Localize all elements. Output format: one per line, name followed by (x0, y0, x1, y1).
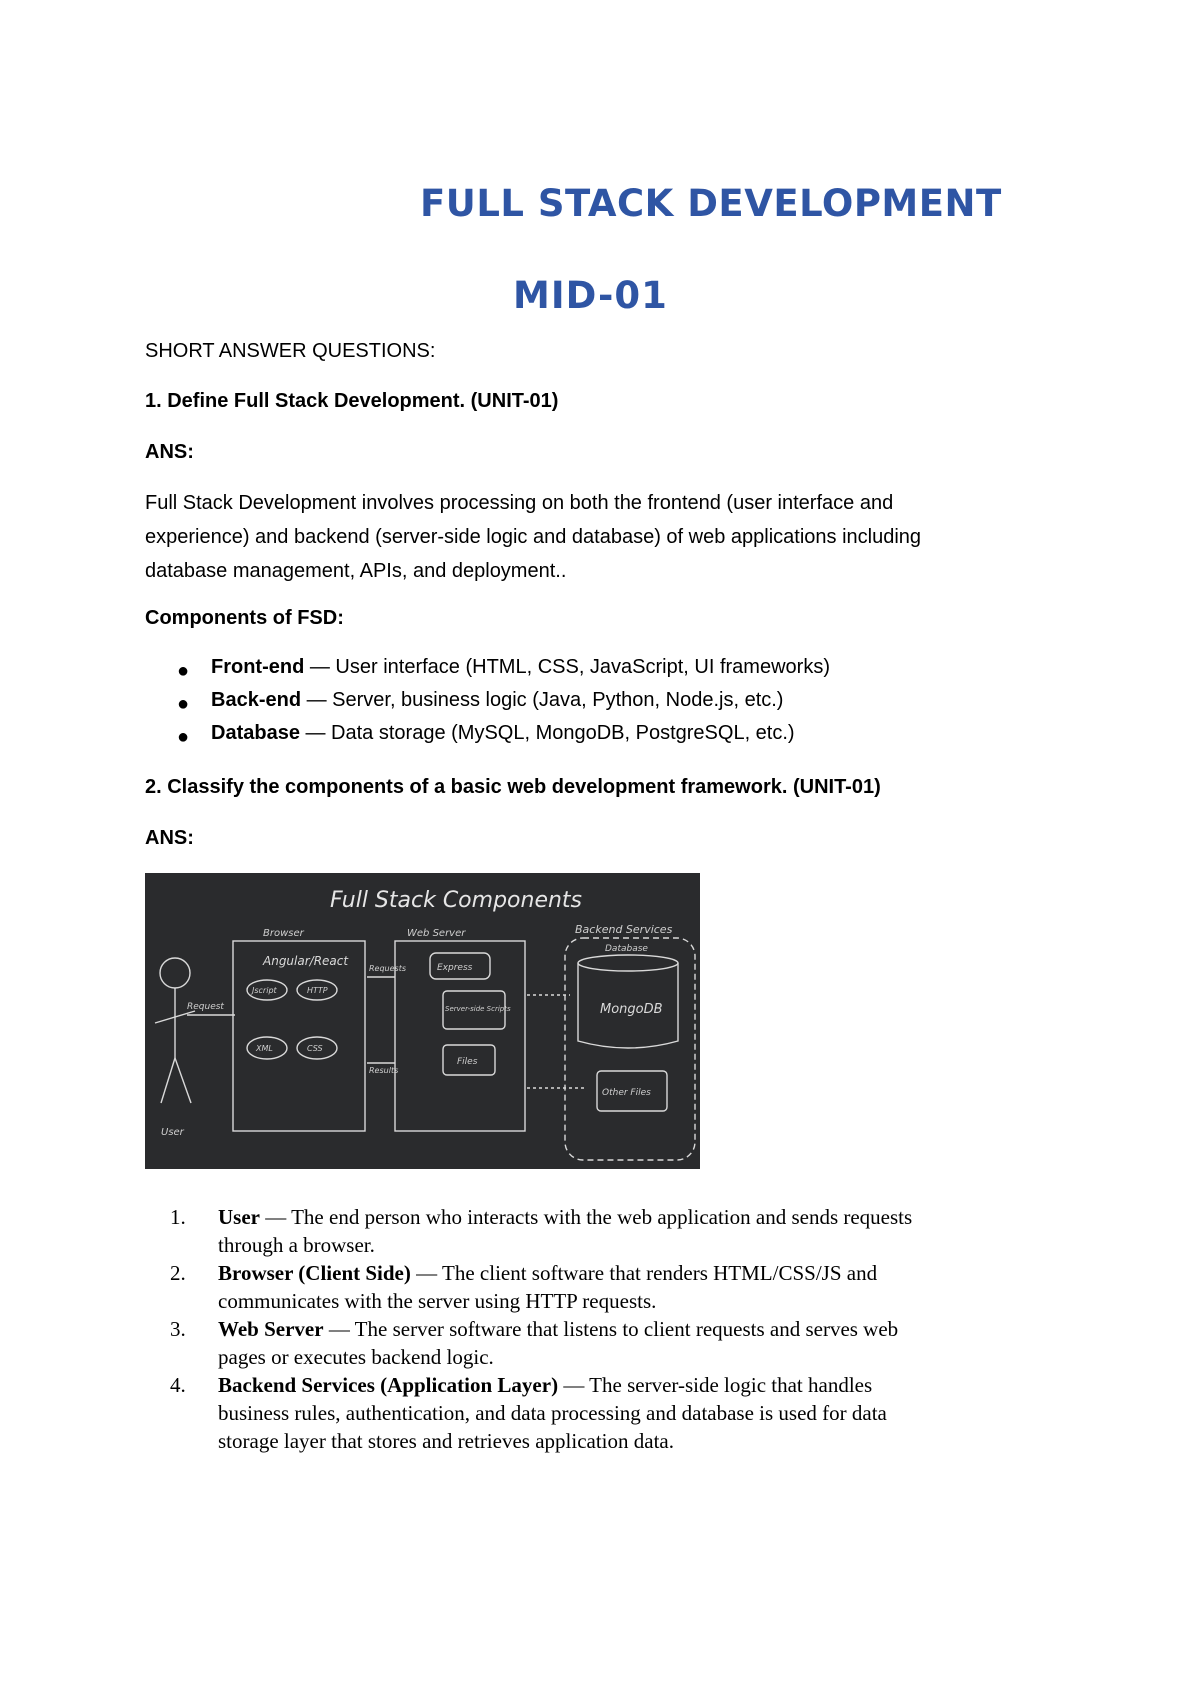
list-item (170, 1315, 1030, 1371)
other-files: Other Files (602, 1088, 651, 1098)
db-name: MongoDB (600, 1002, 663, 1017)
diagram-title: Full Stack Components (330, 888, 583, 913)
browser-item: XML (256, 1044, 273, 1053)
answer-label-2: ANS: (145, 827, 194, 849)
components-heading: Components of FSD: (145, 607, 344, 629)
answer-label-1: ANS: (145, 441, 194, 463)
browser-item: Jscript (252, 986, 277, 995)
item-desc: pages or executes backend logic. (218, 1345, 494, 1369)
full-stack-diagram (145, 873, 700, 1169)
item-term: User (218, 1205, 260, 1229)
bullet-desc: — Server, business logic (Java, Python, Node.js, etc.) (301, 689, 784, 711)
item-number: 4. (170, 1373, 186, 1397)
browser-box (233, 941, 365, 1131)
item-term: Web Server (218, 1317, 324, 1341)
list-item (170, 1203, 1030, 1259)
server-item: Files (457, 1057, 478, 1067)
list-item (170, 1259, 1030, 1315)
section-heading: SHORT ANSWER QUESTIONS: (145, 340, 436, 362)
web-server-label: Web Server (407, 928, 466, 939)
bullet-desc: — Data storage (MySQL, MongoDB, PostgreSQL, etc.) (299, 722, 795, 744)
browser-item: CSS (307, 1044, 323, 1053)
browser-item: HTTP (307, 986, 328, 995)
item-term: Backend Services (Application Layer) (218, 1373, 559, 1397)
answer-paragraph (145, 486, 1025, 588)
item-desc: business rules, authentication, and data processing and database is used for data (218, 1401, 887, 1425)
bullet-desc: — User interface (HTML, CSS, JavaScript, UI frameworks) (304, 656, 830, 678)
item-desc: communicates with the server using HTTP requests. (218, 1289, 657, 1313)
list-item (170, 1371, 1030, 1455)
item-desc: — The client software that renders HTML/CSS/JS and (410, 1261, 878, 1285)
paragraph-line: database management, APIs, and deployment.. (145, 560, 567, 582)
page-title: FULL STACK DEVELOPMENT (420, 182, 1002, 225)
components-numbered-list (170, 1203, 1030, 1455)
paragraph-line: experience) and backend (server-side logic and database) of web applications including (145, 526, 922, 548)
page-subtitle: MID-01 (513, 274, 668, 317)
item-desc: — The end person who interacts with the web application and sends requests (259, 1205, 913, 1229)
question-2: 2. Classify the components of a basic web development framework. (UNIT-01) (145, 776, 881, 798)
item-term: Browser (Client Side) (218, 1261, 411, 1285)
bullet-icon: ● (177, 726, 190, 748)
arrow-in-label: Requests (369, 964, 407, 973)
bullet-term: Back-end (211, 689, 302, 711)
question-1: 1. Define Full Stack Development. (UNIT-01) (145, 390, 559, 412)
bullet-term: Front-end (211, 656, 305, 678)
item-desc: through a browser. (218, 1233, 375, 1257)
user-figure (155, 958, 195, 1103)
paragraph-line: Full Stack Development involves processing on both the frontend (user interface and (145, 492, 894, 514)
server-item: Express (437, 963, 473, 973)
bullet-icon: ● (177, 660, 190, 682)
item-number: 3. (170, 1317, 186, 1341)
user-label: User (161, 1127, 184, 1138)
bullet-icon: ● (177, 693, 190, 715)
arrow-out-label: Results (369, 1066, 399, 1075)
diagram-svg (145, 873, 700, 1169)
item-desc: storage layer that stores and retrieves application data. (218, 1429, 674, 1453)
browser-label: Browser (263, 928, 304, 939)
item-desc: — The server software that listens to client requests and serves web (323, 1317, 899, 1341)
bullet-term: Database (211, 722, 300, 744)
database-label: Database (605, 944, 648, 954)
request-label: Request (187, 1002, 224, 1012)
item-number: 2. (170, 1261, 186, 1285)
item-number: 1. (170, 1205, 186, 1229)
framework-label: Angular/React (263, 954, 349, 968)
backend-label: Backend Services (575, 923, 673, 936)
item-desc: — The server-side logic that handles (558, 1373, 873, 1397)
server-item: Server-side Scripts (445, 1005, 511, 1013)
